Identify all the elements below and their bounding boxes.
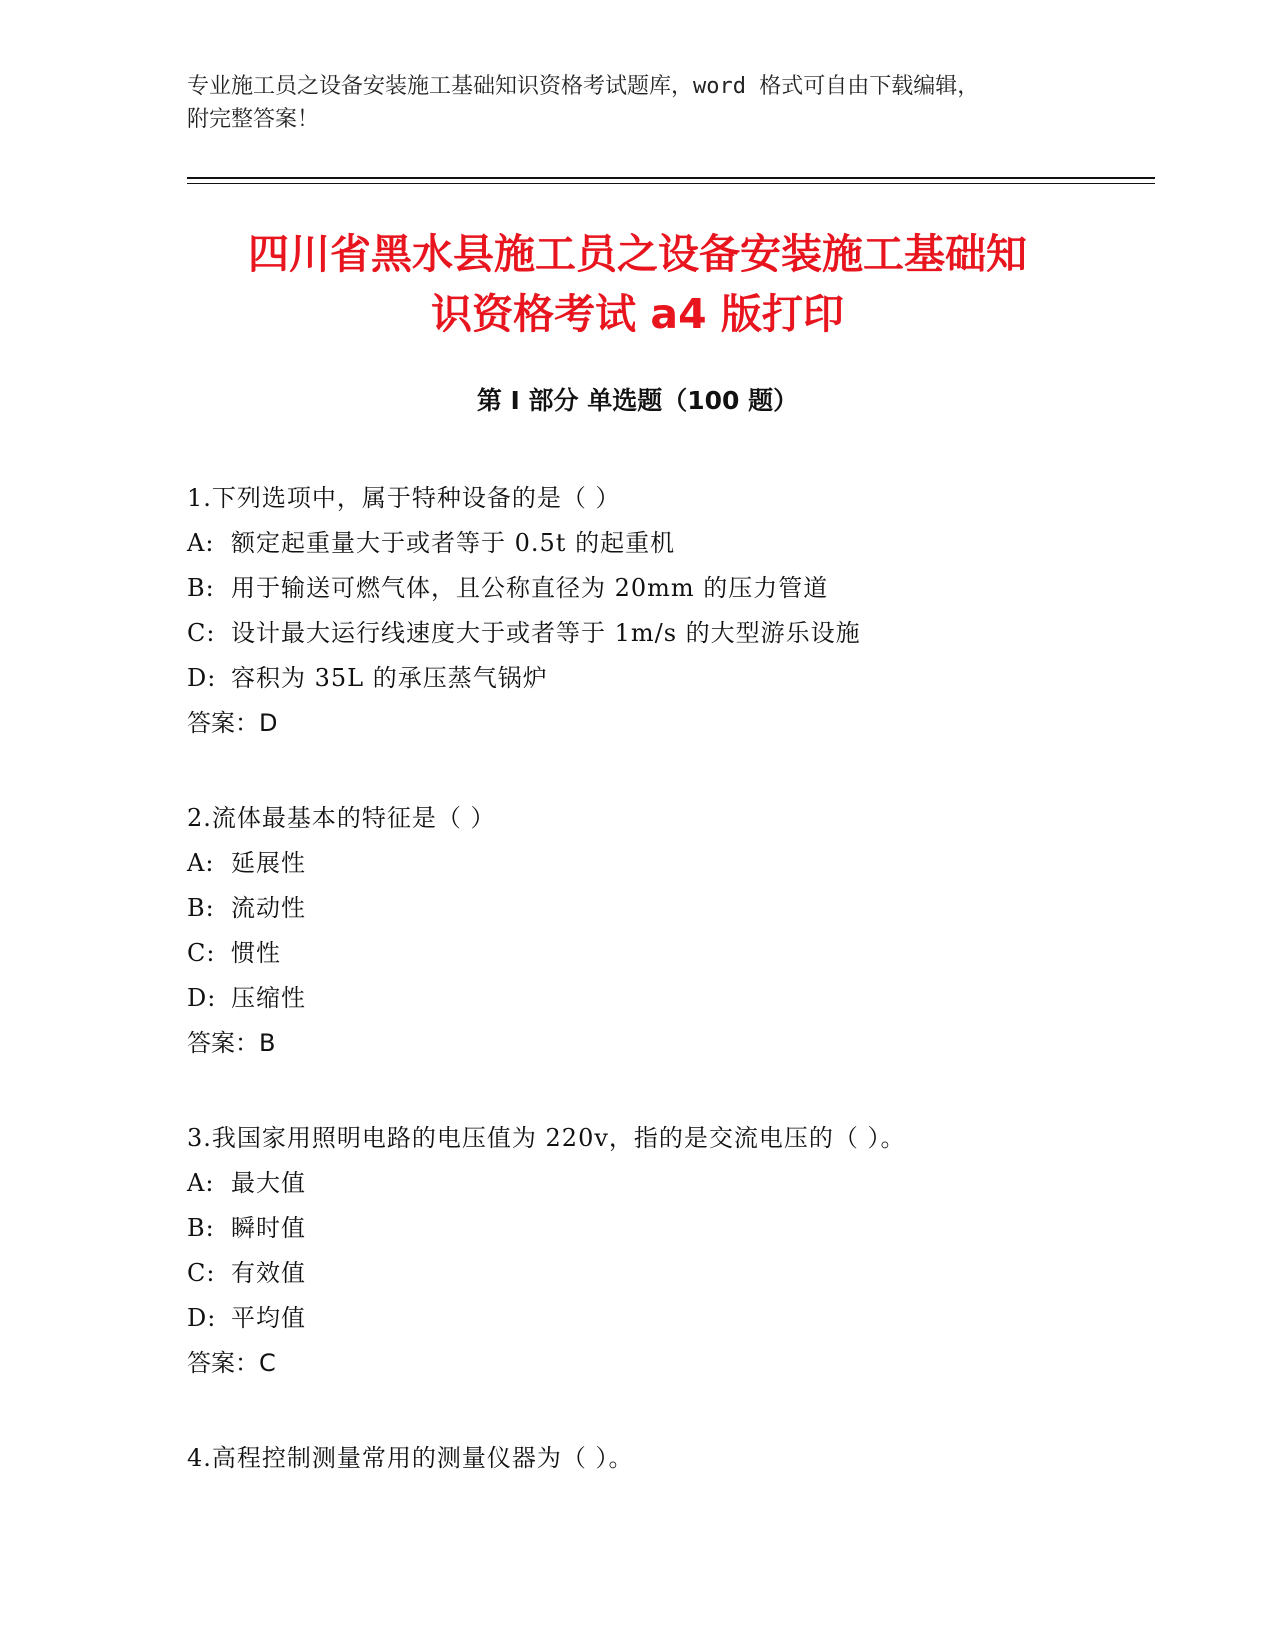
- question-answer: 答案：D: [187, 709, 278, 737]
- option-text: 延展性: [231, 849, 306, 877]
- document-title: [150, 224, 1125, 344]
- question-stem: 4.高程控制测量常用的测量仪器为（ ）。: [187, 1444, 634, 1472]
- question-option-d: [187, 976, 1147, 1021]
- option-text: 设计最大运行线速度大于或者等于 1m/s 的大型游乐设施: [231, 619, 861, 647]
- option-letter: C:: [187, 619, 216, 647]
- option-letter: A:: [187, 529, 215, 557]
- option-text: 用于输送可燃气体，且公称直径为 20mm 的压力管道: [231, 574, 829, 602]
- option-letter: D:: [187, 1304, 217, 1332]
- header-divider-thick: [187, 177, 1155, 179]
- header-note: [187, 70, 1087, 136]
- option-text: 瞬时值: [231, 1214, 306, 1242]
- option-letter: D:: [187, 984, 217, 1012]
- option-letter: A:: [187, 849, 215, 877]
- question-option-d: [187, 656, 1147, 701]
- option-letter: C:: [187, 1259, 216, 1287]
- option-text: 额定起重量大于或者等于 0.5t 的起重机: [231, 529, 676, 557]
- question-stem: 1.下列选项中，属于特种设备的是（ ）: [187, 484, 621, 512]
- question-option-a: [187, 521, 1147, 566]
- question-option-c: [187, 1251, 1147, 1296]
- option-text: 容积为 35L 的承压蒸气锅炉: [231, 664, 548, 692]
- question-option-c: [187, 611, 1147, 656]
- option-text: 平均值: [231, 1304, 306, 1332]
- option-letter: C:: [187, 939, 216, 967]
- question-answer: 答案：C: [187, 1349, 276, 1377]
- question-4: [187, 1436, 1147, 1481]
- option-text: 最大值: [231, 1169, 306, 1197]
- question-option-b: [187, 566, 1147, 611]
- document-title-line-2: 识资格考试 a4 版打印: [431, 290, 844, 338]
- question-stem: 3.我国家用照明电路的电压值为 220v，指的是交流电压的（ ）。: [187, 1124, 906, 1152]
- header-note-line-1: 专业施工员之设备安装施工基础知识资格考试题库，word 格式可自由下载编辑，: [187, 74, 980, 99]
- option-letter: B:: [187, 574, 215, 602]
- question-3: [187, 1116, 1147, 1386]
- question-option-c: [187, 931, 1147, 976]
- option-letter: B:: [187, 894, 215, 922]
- option-text: 压缩性: [231, 984, 306, 1012]
- question-1: [187, 476, 1147, 746]
- question-option-b: [187, 1206, 1147, 1251]
- question-option-b: [187, 886, 1147, 931]
- option-text: 惯性: [231, 939, 281, 967]
- question-option-a: [187, 1161, 1147, 1206]
- option-text: 有效值: [231, 1259, 306, 1287]
- header-divider-thin: [187, 183, 1155, 184]
- question-option-d: [187, 1296, 1147, 1341]
- option-letter: B:: [187, 1214, 215, 1242]
- option-letter: A:: [187, 1169, 215, 1197]
- option-letter: D:: [187, 664, 217, 692]
- question-answer: 答案：B: [187, 1029, 276, 1057]
- section-title: 第 I 部分 单选题（100 题）: [476, 386, 799, 415]
- header-note-line-2: 附完整答案！: [187, 107, 320, 132]
- question-stem: 2.流体最基本的特征是（ ）: [187, 804, 496, 832]
- question-option-a: [187, 841, 1147, 886]
- option-text: 流动性: [231, 894, 306, 922]
- question-2: [187, 796, 1147, 1066]
- document-title-line-1: 四川省黑水县施工员之设备安装施工基础知: [248, 230, 1027, 278]
